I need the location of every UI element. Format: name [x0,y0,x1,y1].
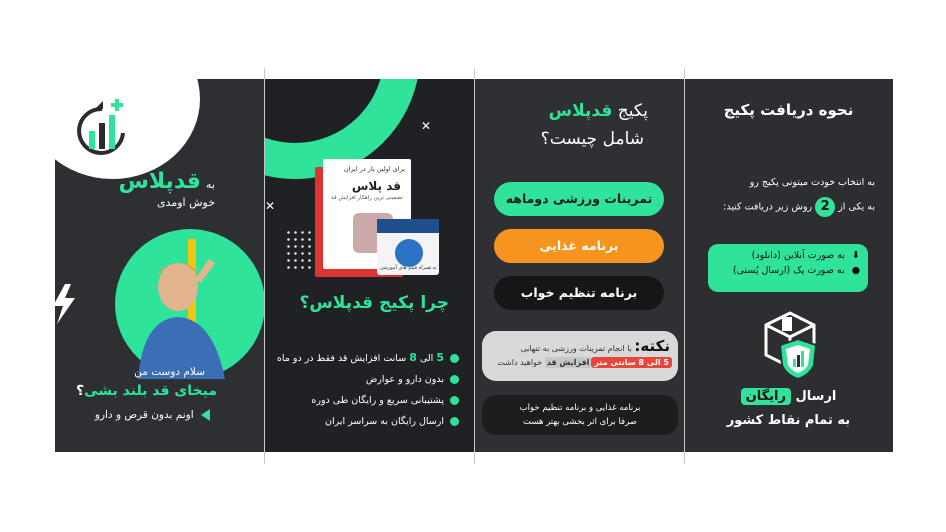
question-mark: ؟ [75,383,85,399]
intro-number: 2 [815,197,835,217]
bullet-icon [450,396,459,405]
options-box [708,244,868,292]
footer-box [482,395,678,435]
option-online: به صورت آنلاین (دانلود) [751,250,845,261]
why-heading: چرا پکیج قدپلاس؟ [299,293,449,313]
delivery-heading: نحوه دریافت پکیج [723,101,854,119]
contents-heading-b: شامل چیست؟ [540,129,644,149]
bullet-icon [450,417,459,426]
feature-item: بدون دارو و عوارض [269,369,459,390]
note-box [482,331,678,381]
note-range: 5 الی 8 سانتی متر [591,357,672,368]
tagline-text: اونم بدون قرص و دارو [94,409,194,421]
welcome-suffix: خوش اومدی [156,196,215,209]
intro-line1: به انتخاب خودت میتونی پکیج رو [749,177,875,188]
feature-list [269,347,459,432]
option-post: به صورت پک (ارسال پُستی) [732,265,845,276]
panel-why [265,79,475,452]
note-line1: با انجام تمرینات ورزشی به تنهایی [520,344,632,353]
shield-icon [778,337,818,385]
welcome-prefix: به [206,178,215,191]
footer-line2: صرفا برای اثر بخشی بهتر هست [522,417,638,427]
greeting-text: سلام دوست من [134,366,205,378]
panel-delivery [684,79,893,452]
intro-post: روش زیر دریافت کنید: [723,201,813,213]
note-label: نکته: [634,337,670,355]
note-highlight: افزایش قد [546,358,590,367]
dvd-case [377,219,439,275]
item-exercise: تمرینات ورزشی دوماهه [494,182,664,216]
download-icon: ⬇ [852,250,860,261]
note-end: خواهید داشت [497,358,543,367]
box-top-text: برای اولین بار در ایران [343,165,405,173]
dvd-header [377,219,439,233]
item-diet: برنامه غذایی [494,229,664,263]
logo-icon [77,97,127,159]
location-icon: ● [851,265,860,276]
cross-mark-left: ✕ [265,199,276,213]
man-photo [133,239,233,379]
fold-line [474,68,475,464]
contents-heading-a: پکیج [617,101,648,121]
play-icon [201,409,210,421]
cross-mark-top: ✕ [421,119,432,133]
dvd-disc [395,239,423,267]
panel-welcome [55,79,265,452]
bullet-icon [450,375,459,384]
ship-label: ارسال [795,389,837,404]
fold-line [684,68,685,464]
brand-title: قدپلاس [118,169,201,194]
intro-pre: به یکی از [838,201,875,213]
box-title: قد پلاس [351,179,401,193]
item-sleep: برنامه تنظیم خواب [494,276,664,310]
lightning-icon [55,284,77,328]
feature-item: 5 الی 8 سانت افزایش قد فقط در دو ماه [269,347,459,369]
feature-item: پشتیبانی سریع و رایگان طی دوره [269,390,459,411]
ship-scope: به تمام نقاط کشور [726,413,851,428]
feature-item: ارسال رایگان به سراسر ایران [269,411,459,432]
panel-contents [475,79,684,452]
bullet-icon [450,354,459,363]
dvd-label: به همراه فیلم های آموزشی [379,265,437,271]
question-text: میخای قد بلند بشی [84,383,217,399]
box-sub: تضمینی ترین راهکار افزایش قد [331,195,403,201]
ship-free: رایگان [741,388,791,405]
fold-line [264,68,265,464]
footer-line1: برنامه غذایی و برنامه تنظیم خواب [519,403,641,413]
contents-heading-brand: قدپلاس [548,101,613,121]
